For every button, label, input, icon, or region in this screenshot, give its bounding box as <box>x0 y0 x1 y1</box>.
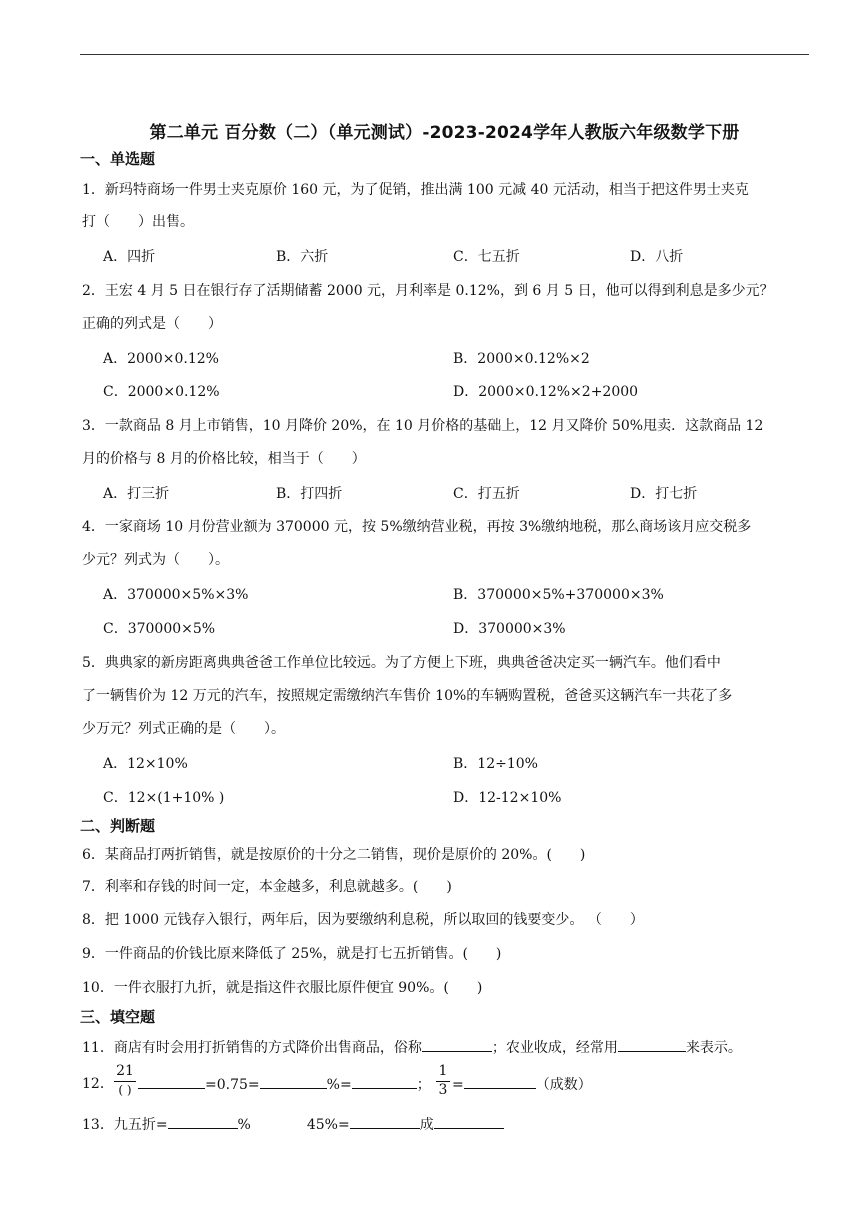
question-4-text-cont: 少元？列式为（ ）。 <box>82 552 229 568</box>
q1-option-c: C．七五折 <box>453 249 520 265</box>
q5-option-b: B．12÷10% <box>453 756 538 772</box>
q13-text-b: % <box>237 1117 251 1133</box>
answer-blank[interactable] <box>260 1074 327 1089</box>
q12-eq1: =0.75= <box>205 1077 260 1093</box>
q12-eq2: = <box>452 1077 464 1093</box>
question-1-text: 1．新玛特商场一件男士夹克原价 160 元，为了促销，推出满 100 元减 40 元活动，相当于把这件男士夹克 <box>82 182 749 198</box>
q12-fraction-2-denominator: 3 <box>438 1082 448 1098</box>
question-1-text-cont: 打（ ）出售。 <box>82 214 194 230</box>
question-9-text: 9．一件商品的价钱比原来降低了 25%，就是打七五折销售。( ) <box>82 946 502 962</box>
q4-option-b: B．370000×5%+370000×3% <box>453 587 664 603</box>
answer-blank[interactable] <box>464 1074 536 1089</box>
q12-fraction-1 <box>114 1063 136 1099</box>
answer-blank[interactable] <box>168 1114 238 1129</box>
q2-option-d: D．2000×0.12%×2+2000 <box>453 384 639 400</box>
question-13 <box>82 1114 504 1135</box>
section-heading-single-choice: 一、单选题 <box>80 150 156 168</box>
answer-blank[interactable] <box>434 1114 504 1129</box>
q4-option-d: D．370000×3% <box>453 621 566 637</box>
section-heading-true-false: 二、判断题 <box>80 817 156 835</box>
q12-sep: ； <box>416 1077 431 1093</box>
q5-option-c: C．12×(1+10% ) <box>103 790 225 806</box>
question-3-text: 3．一款商品 8 月上市销售，10 月降价 20%，在 10 月价格的基础上，12 月又降价 50%甩卖．这款商品 12 <box>82 418 764 434</box>
q12-pct: %= <box>326 1077 352 1093</box>
answer-blank[interactable] <box>350 1114 420 1129</box>
q12-tail: （成数） <box>535 1077 592 1093</box>
question-12-tail <box>452 1074 592 1095</box>
question-7-text: 7．利率和存钱的时间一定，本金越多，利息就越多。( ) <box>82 879 452 895</box>
question-2-text-cont: 正确的列式是（ ） <box>82 316 222 332</box>
q3-option-d: D．打七折 <box>630 486 698 502</box>
q2-option-c: C．2000×0.12% <box>103 384 220 400</box>
q1-option-a: A．四折 <box>103 249 156 265</box>
question-4-text: 4．一家商场 10 月份营业额为 370000 元，按 5%缴纳营业税，再按 3%缴纳地税，那么商场该月应交税多 <box>82 519 752 535</box>
question-3-text-cont: 月的价格与 8 月的价格比较，相当于（ ） <box>82 451 366 467</box>
q13-text-a: 13．九五折= <box>82 1117 168 1133</box>
q13-text-d: 成 <box>419 1117 434 1133</box>
q12-fraction-1-denominator[interactable]: ( ) <box>118 1083 132 1097</box>
q12-fraction-1-numerator: 21 <box>114 1063 136 1082</box>
q12-fraction-2-numerator: 1 <box>436 1063 450 1082</box>
q4-option-a: A．370000×5%×3% <box>103 587 249 603</box>
question-5-text-cont: 了一辆售价为 12 万元的汽车，按照规定需缴纳汽车售价 10%的车辆购置税，爸爸买这辆汽车一共花了多 <box>82 688 733 704</box>
answer-blank[interactable] <box>618 1037 686 1052</box>
q2-option-a: A．2000×0.12% <box>103 351 219 367</box>
question-10-text: 10．一件衣服打九折，就是指这件衣服比原件便宜 90%。( ) <box>82 980 483 996</box>
q12-label: 12． <box>82 1076 114 1092</box>
answer-blank[interactable] <box>422 1037 492 1052</box>
q1-option-d: D．八折 <box>630 249 684 265</box>
q4-option-c: C．370000×5% <box>103 621 216 637</box>
answer-blank[interactable] <box>138 1074 205 1089</box>
question-5-text: 5．典典家的新房距离典典爸爸工作单位比较远。为了方便上下班，典典爸爸决定买一辆汽车。他们看中 <box>82 655 721 671</box>
q11-text-a: 11．商店有时会用打折销售的方式降价出售商品，俗称 <box>82 1040 422 1056</box>
q2-option-b: B．2000×0.12%×2 <box>453 351 590 367</box>
q5-option-a: A．12×10% <box>103 756 188 772</box>
answer-blank[interactable] <box>352 1074 417 1089</box>
q12-fraction-2 <box>436 1063 450 1099</box>
q3-option-b: B．打四折 <box>276 486 343 502</box>
q5-option-d: D．12-12×10% <box>453 790 562 806</box>
question-11 <box>82 1037 742 1058</box>
question-2-text: 2．王宏 4 月 5 日在银行存了活期储蓄 2000 元，月利率是 0.12%，到 6 月 5 日，他可以得到利息是多少元？ <box>82 283 774 299</box>
q3-option-a: A．打三折 <box>103 486 170 502</box>
section-heading-fill-in: 三、填空题 <box>80 1008 156 1026</box>
page-title: 第二单元 百分数（二）（单元测试）-2023-2024学年人教版六年级数学下册 <box>149 123 740 143</box>
question-12-body <box>138 1074 431 1095</box>
q13-text-c: 45%= <box>306 1117 350 1133</box>
q1-option-b: B．六折 <box>276 249 329 265</box>
header-rule <box>80 54 809 55</box>
question-6-text: 6．某商品打两折销售，就是按原价的十分之二销售，现价是原价的 20%。( ) <box>82 847 586 863</box>
question-8-text: 8．把 1000 元钱存入银行，两年后，因为要缴纳利息税，所以取回的钱要变少。 （ ） <box>82 912 644 928</box>
question-5-text-cont2: 少万元？列式正确的是（ ）。 <box>82 721 285 737</box>
q3-option-c: C．打五折 <box>453 486 520 502</box>
q11-text-c: 来表示。 <box>685 1040 742 1056</box>
q11-text-b: ；农业收成，经常用 <box>491 1040 618 1056</box>
